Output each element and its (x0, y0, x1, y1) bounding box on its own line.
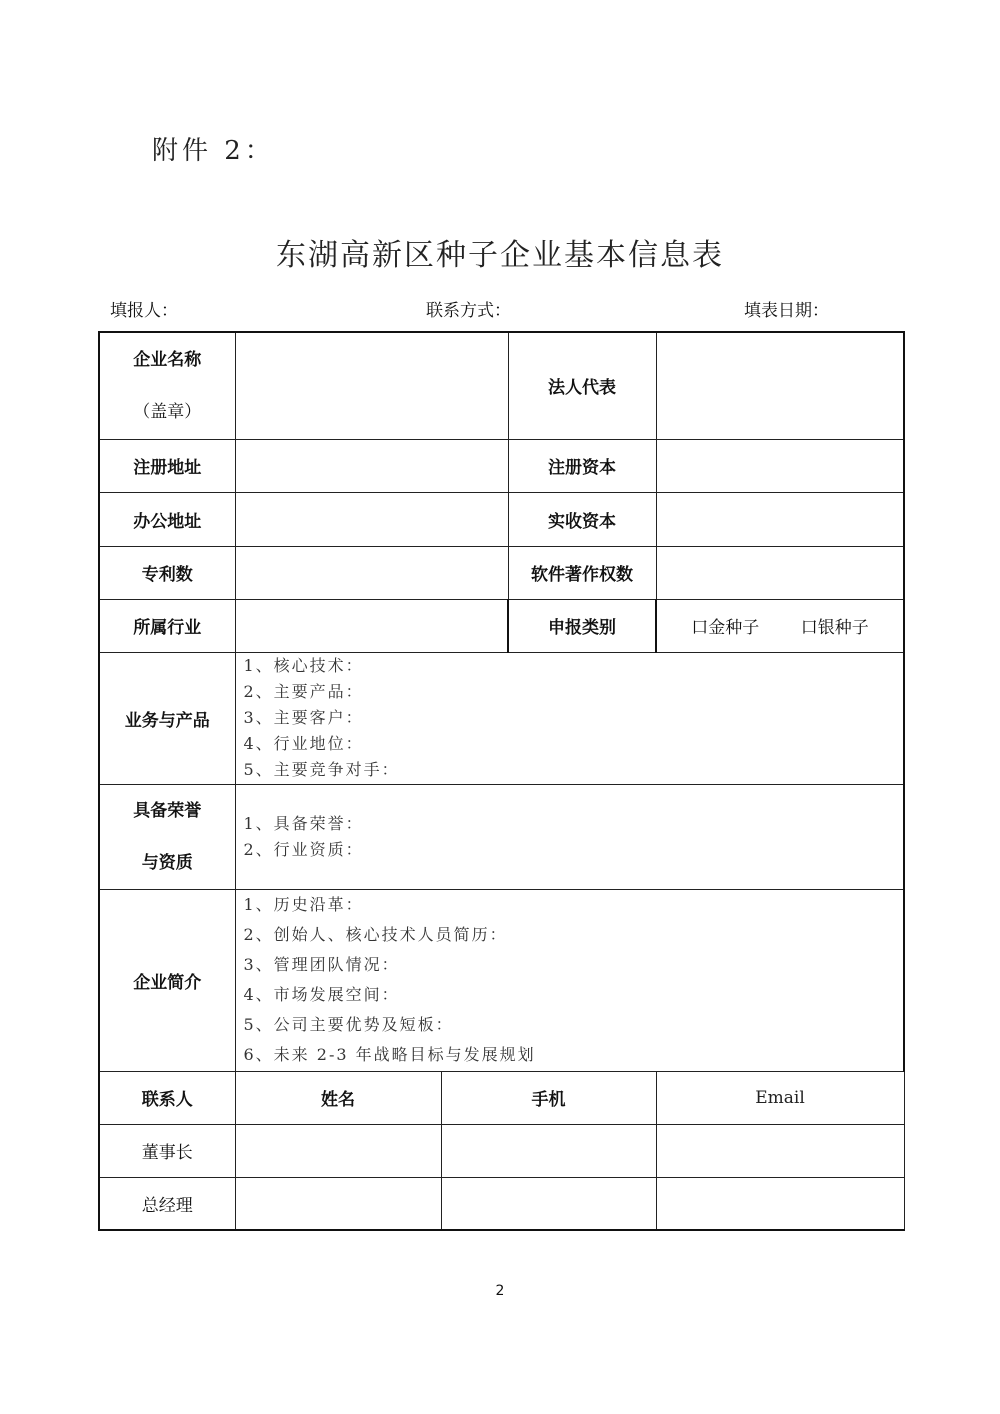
reg-capital-field[interactable] (656, 439, 904, 492)
table-row (99, 332, 904, 439)
company-name-field[interactable] (235, 332, 508, 439)
document-title: 东湖高新区种子企业基本信息表 (276, 238, 724, 273)
table-row (99, 889, 904, 1071)
chairman-label: 董事长 (99, 1124, 235, 1177)
category-label: 申报类别 (508, 599, 656, 652)
list-item: 5、主要竞争对手： (243, 760, 400, 779)
contact-person-header: 联系人 (99, 1071, 235, 1124)
qualifications-label: 与资质 (141, 852, 193, 873)
software-copyright-label: 软件著作权数 (508, 546, 656, 599)
office-address-label: 办公地址 (99, 492, 235, 546)
gold-seed-checkbox[interactable]: 口金种子 (691, 618, 760, 638)
table-row (99, 1124, 904, 1177)
list-item: 1、具备荣誉： (243, 813, 364, 833)
honors-label: 具备荣誉 (133, 800, 202, 821)
contact-header-row (99, 1071, 904, 1124)
table-row (99, 599, 904, 652)
list-item: 4、市场发展空间： (243, 985, 400, 1004)
reg-capital-label: 注册资本 (508, 439, 656, 492)
category-options (656, 599, 904, 652)
office-address-field[interactable] (235, 492, 508, 546)
industry-field[interactable] (235, 599, 508, 652)
list-item: 4、行业地位： (243, 734, 364, 753)
table-row (99, 784, 904, 889)
intro-field[interactable] (235, 889, 904, 1071)
list-item: 6、未来 2-3 年战略目标与发展规划 (243, 1045, 536, 1064)
honors-label-cell (99, 784, 235, 889)
paid-capital-field[interactable] (656, 492, 904, 546)
list-item: 5、公司主要优势及短板： (243, 1015, 454, 1034)
paid-capital-label: 实收资本 (508, 492, 656, 546)
table-row (99, 439, 904, 492)
chairman-email-field[interactable] (656, 1124, 904, 1177)
fill-date-label: 填表日期： (744, 301, 829, 321)
patents-label: 专利数 (99, 546, 235, 599)
chairman-name-field[interactable] (235, 1124, 441, 1177)
table-row (99, 652, 904, 784)
software-copyright-field[interactable] (656, 546, 904, 599)
seal-label: （盖章） (133, 401, 202, 422)
legal-rep-field[interactable] (656, 332, 904, 439)
patents-field[interactable] (235, 546, 508, 599)
general-manager-label: 总经理 (99, 1177, 235, 1230)
email-header: Email (656, 1071, 904, 1124)
list-item: 1、历史沿革： (243, 895, 364, 914)
contact-label: 联系方式： (426, 301, 511, 321)
list-item: 2、主要产品： (243, 682, 364, 701)
chairman-mobile-field[interactable] (441, 1124, 656, 1177)
info-form-table (98, 331, 905, 1231)
silver-seed-checkbox[interactable]: 口银种子 (800, 618, 869, 638)
table-row (99, 1177, 904, 1230)
reg-address-label: 注册地址 (99, 439, 235, 492)
honors-field[interactable] (235, 784, 904, 889)
gm-mobile-field[interactable] (441, 1177, 656, 1230)
company-name-label: 企业名称 (133, 349, 202, 370)
name-header: 姓名 (235, 1071, 441, 1124)
list-item: 3、管理团队情况： (243, 955, 400, 974)
reg-address-field[interactable] (235, 439, 508, 492)
company-name-label-cell (99, 332, 235, 439)
table-row (99, 546, 904, 599)
industry-label: 所属行业 (99, 599, 235, 652)
table-row (99, 492, 904, 546)
reporter-label: 填报人： (110, 301, 178, 321)
gm-name-field[interactable] (235, 1177, 441, 1230)
list-item: 2、创始人、核心技术人员简历： (243, 925, 508, 944)
mobile-header: 手机 (441, 1071, 656, 1124)
business-label: 业务与产品 (99, 652, 235, 784)
business-field[interactable] (235, 652, 904, 784)
legal-rep-label: 法人代表 (508, 332, 656, 439)
list-item: 2、行业资质： (243, 839, 364, 859)
gm-email-field[interactable] (656, 1177, 904, 1230)
list-item: 1、核心技术： (243, 656, 364, 675)
intro-label: 企业简介 (99, 889, 235, 1071)
page-number: 2 (495, 1283, 505, 1299)
attachment-label: 附件 2： (152, 136, 275, 166)
list-item: 3、主要客户： (243, 708, 364, 727)
